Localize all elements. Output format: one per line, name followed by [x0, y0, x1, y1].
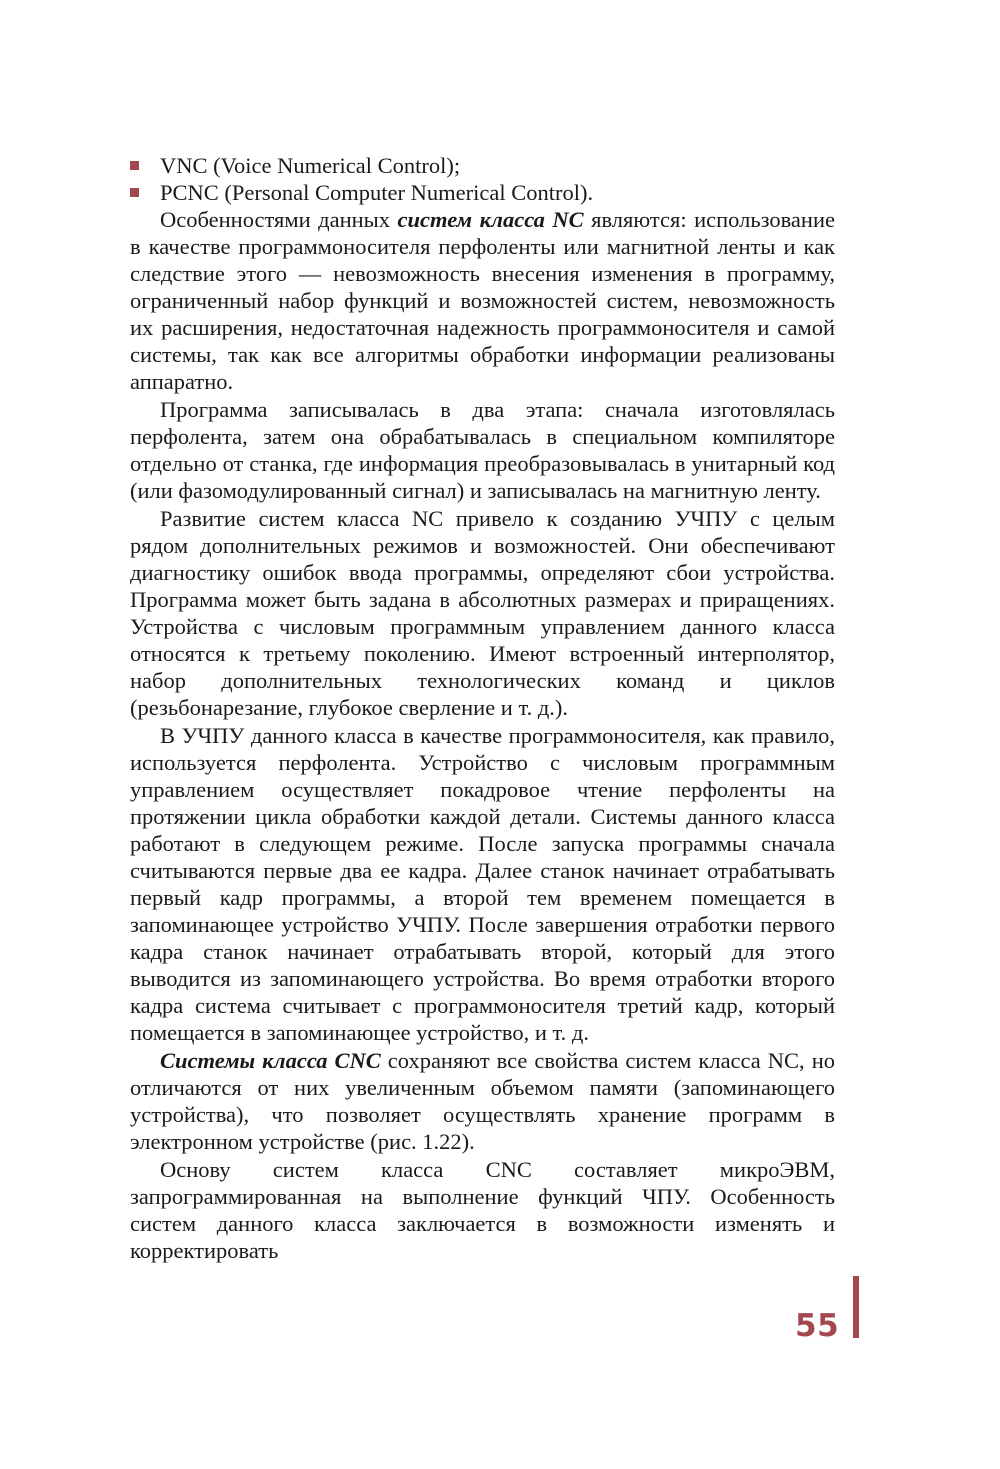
paragraph-text: Особенностями данных — [160, 207, 398, 232]
paragraph-text: сохраняют все свойства систем класса NC, но отличаются от них увеличенным объемом памяти (запоминающего устройства), что позволяет осуществлять хранение программ в электронном устройстве (рис. 1.22). — [130, 1048, 835, 1154]
list-item-text: PCNC (Personal Computer Numerical Control). — [160, 180, 594, 205]
paragraph-program-recording: Программа записывалась в два этапа: сначала изготовлялась перфолента, затем она обрабатывалась в специальном компиляторе отдельно от станка, где информация преобразовывалась в унитарный код (или фазомодулированный сигнал) и записывалась на магнитную ленту. — [130, 397, 835, 503]
page-number: 55 — [795, 1308, 840, 1344]
bullet-list — [130, 152, 835, 206]
list-item — [130, 179, 835, 206]
paragraph-cnc-systems — [130, 1047, 835, 1155]
paragraph-nc-features — [130, 206, 835, 395]
paragraph-text: являются: использование в качестве программоносителя перфоленты или магнитной ленты и как следствие этого — невозможность внесения изменения в программу, ограниченный набор функций и возможностей систем, невозможность их расширения, недостаточная надежность программоносителя и самой системы, так как все алгоритмы обработки информации реализованы аппаратно. — [130, 207, 835, 394]
page-marker-rule — [853, 1276, 859, 1338]
list-item-text: VNC (Voice Numerical Control); — [160, 153, 461, 178]
paragraph-cnc-basis: Основу систем класса CNC составляет микроЭВМ, запрограммированная на выполнение функций ЧПУ. Особенность систем данного класса заключается в возможности изменять и корректировать — [130, 1157, 835, 1263]
list-item — [130, 152, 835, 179]
page-body — [130, 152, 835, 1264]
emphasis-term: систем класса NC — [397, 207, 584, 232]
square-bullet-icon — [130, 188, 139, 197]
paragraph-uchpu-mode: В УЧПУ данного класса в качестве программоносителя, как правило, используется перфолента. Устройство с числовым программным управлением осуществляет покадровое чтение перфоленты на протяжении цикла обработки каждой детали. Системы данного класса работают в следующем режиме. После запуска программы сначала считываются первые два ее кадра. Далее станок начинает отрабатывать первый кадр программы, а второй тем временем помещается в запоминающее устройство УЧПУ. После завершения отработки первого кадра станок начинает отрабатывать второй, который для этого выводится из запоминающего устройства. Во время отработки второго кадра система считывает с программоносителя третий кадр, который помещается в запоминающее устройство, и т. д. — [130, 723, 835, 1045]
paragraph-nc-development: Развитие систем класса NC привело к созданию УЧПУ с целым рядом дополнительных режимов и возможностей. Они обеспечивают диагностику ошибок ввода программы, определяют сбои устройства. Программа может быть задана в абсолютных размерах и приращениях. Устройства с числовым программным управлением данного класса относятся к третьему поколению. Имеют встроенный интерполятор, набор дополнительных технологических команд и циклов (резьбонарезание, глубокое сверление и т. д.). — [130, 506, 835, 720]
emphasis-term: Системы класса CNC — [160, 1048, 381, 1073]
square-bullet-icon — [130, 161, 139, 170]
